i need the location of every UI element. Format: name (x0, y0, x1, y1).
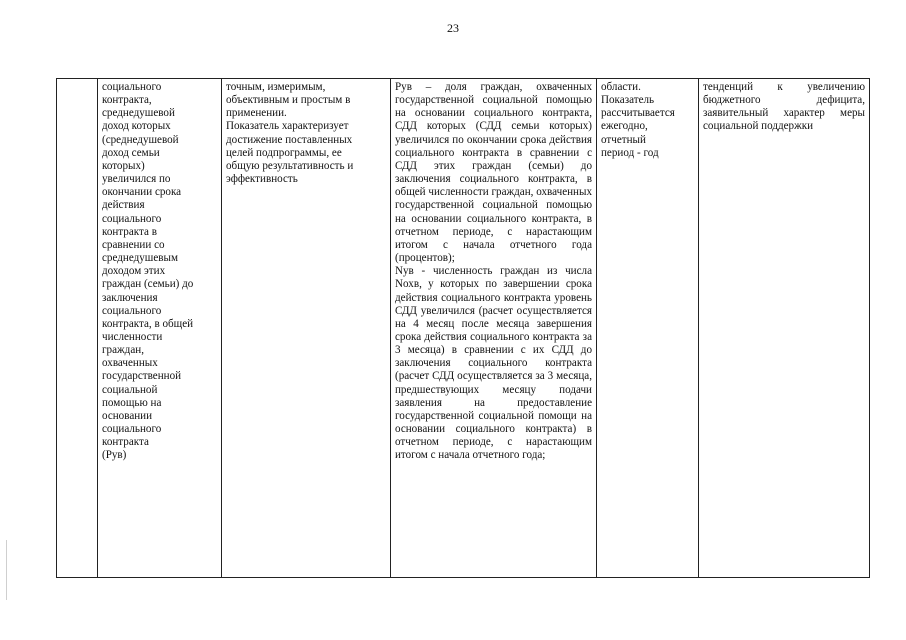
scan-artifact-line (6, 540, 7, 600)
risks-text: тенденций к увеличению бюджетного дефицита, заявительный характер меры социальной поддержки (703, 81, 865, 133)
indicator-table (56, 78, 870, 578)
cell-risks (699, 79, 870, 578)
indicator-requirements-text: точным, измеримым, объективным и простым в применении. Показатель характеризует достижение поставленных целей подпрограммы, ее общую результативность и эффективность (226, 81, 354, 186)
indicator-name-text: социального контракта, среднедушевой доход которых (среднедушевой доход семьи которых) увеличился по окончании срока действия социального контракта в сравнении со среднедушевым доходом этих граждан (семьи) до заключения социального контракта, в общей численности граждан, охваченных государственной социальной помощью на основании социального контракта (Pув) (102, 81, 194, 462)
cell-indicator-requirements (222, 79, 391, 578)
page-number: 23 (447, 21, 459, 35)
cell-empty (57, 79, 98, 578)
cell-indicator-name (98, 79, 222, 578)
calculation-method-text: Pув – доля граждан, охваченных государственной социальной помощью на основании социального контракта, СДД которых (СДД семьи которых) увеличился по окончании срока действия социального контракта в сравнении с СДД этих граждан (семьи) до заключения социального контракта, в общей численности граждан, охваченных государственной социальной помощью на основании социального контракта, в отчетном периоде, с нарастающим итогом с начала отчетного года (процентов); Nув - численность граждан из числа Nохв, у которых по завершении срока действия социального контракта уровень СДД увеличился (расчет осуществляется на 4 месяц после месяца завершения срока действия социального контракта за 3 месяца) в сравнении с их СДД до заключения социального контракта (расчет СДД осуществляется за 3 месяца, предшествующих месяцу подачи заявления на предоставление государственной социальной помощи на основании социального контракта) в отчетном периоде, с нарастающим итогом с начала отчетного года; (395, 81, 592, 462)
cell-calculation-method (391, 79, 597, 578)
cell-periodicity (597, 79, 699, 578)
periodicity-text: области. Показатель рассчитывается ежегодно, отчетный период - год (601, 81, 675, 159)
table-row (57, 79, 870, 578)
